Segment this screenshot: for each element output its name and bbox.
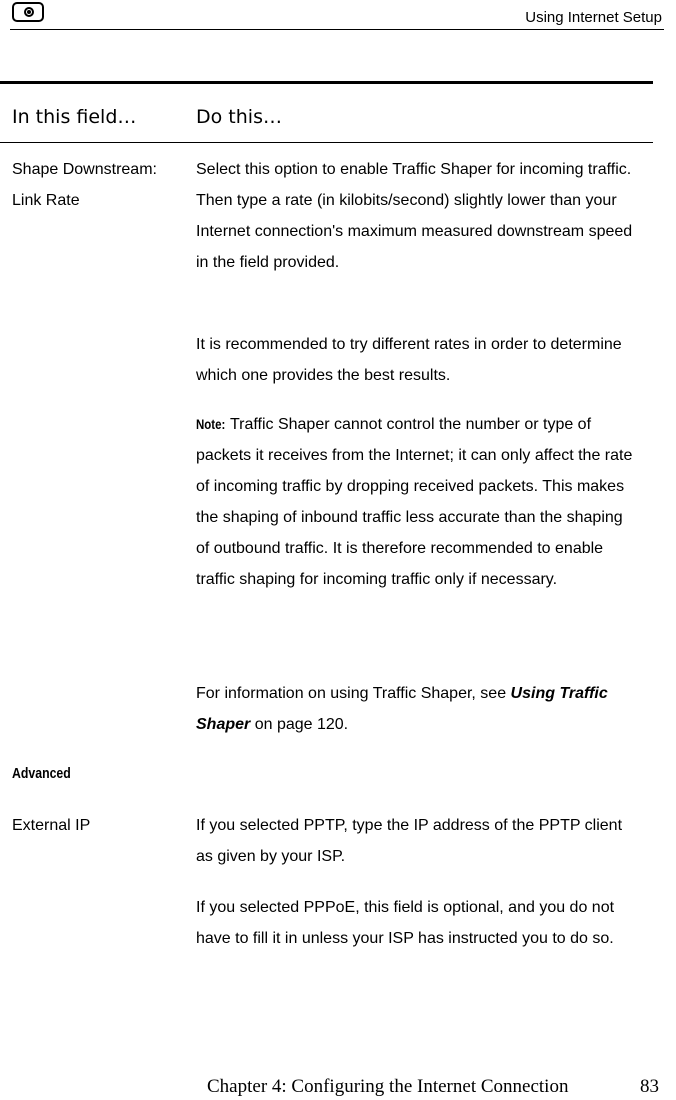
router-logo-icon [12,2,44,22]
header-row-rule [0,142,653,143]
footer-chapter-title: Chapter 4: Configuring the Internet Connection [207,1076,569,1097]
header-rule [10,29,664,30]
shape-downstream-recommendation: It is recommended to try different rates in order to determine which one provides the best results. [196,336,622,384]
note-text: Traffic Shaper cannot control the number or type of packets it receives from the Internet; it can only affect the rate of incoming traffic by dropping received packets. This makes the shaping of inbound traffic less accurate than the shaping of outbound traffic. It is therefore recommended to enable traffic shaping for incoming traffic only if necessary. [196,416,633,588]
field-shape-downstream: Shape Downstream: Link Rate [12,161,157,209]
column-header-action: Do this… [196,106,282,128]
table-top-rule [0,81,653,84]
reference-prefix: For information on using Traffic Shaper, see [196,685,511,702]
column-header-field: In this field… [12,106,137,128]
footer-page-number: 83 [640,1076,659,1097]
shape-downstream-reference [196,678,638,740]
shape-downstream-description: Select this option to enable Traffic Shaper for incoming traffic. Then type a rate (in kilobits/second) slightly lower than your Internet connection's maximum measured downstream speed in the field provided. [196,161,633,271]
section-advanced: Advanced [12,765,71,782]
reference-link-using-traffic-shaper[interactable]: Using Traffic Shaper [196,685,608,733]
shape-downstream-note [196,409,638,595]
logo-dot [27,10,31,14]
running-head: Using Internet Setup [525,9,662,26]
field-external-ip: External IP [12,817,91,834]
external-ip-pppoe-description: If you selected PPPoE, this field is optional, and you do not have to fill it in unless your ISP has instructed you to do so. [196,899,615,947]
note-label: Note: [196,416,226,432]
reference-suffix: on page 120. [250,716,349,733]
external-ip-pptp-description: If you selected PPTP, type the IP address of the PPTP client as given by your ISP. [196,817,623,865]
